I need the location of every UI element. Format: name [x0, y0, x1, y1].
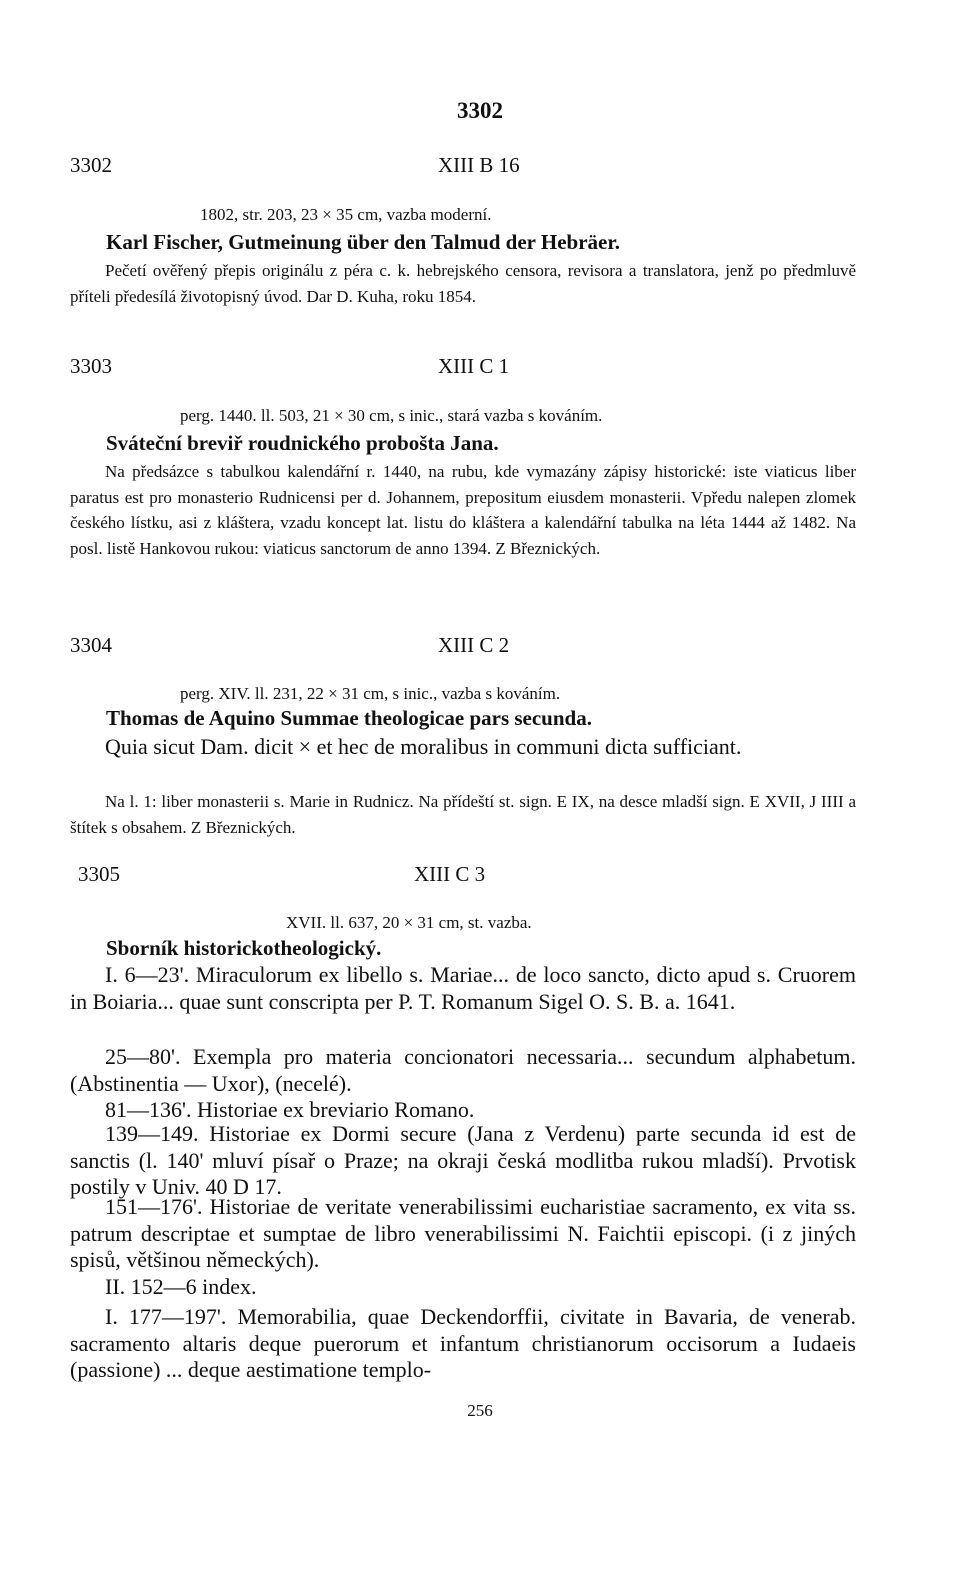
- entry-description: Pečetí ověřený přepis originálu z péra c. k. hebrejského censora, revisora a translatora, jenž po předmluvě příteli předesílá životopisný úvod. Dar D. Kuha, roku 1854.: [70, 261, 856, 306]
- contents-item: 25—80'. Exempla pro materia concionatori necessaria... secundum alphabetum. (Abstinentia — Uxor), (necelé).: [70, 1044, 856, 1096]
- entry-number: 3304: [70, 633, 112, 657]
- entry-title: Sváteční breviř roudnického probošta Jana.: [106, 431, 499, 455]
- entry-number: 3303: [70, 354, 112, 378]
- contents-item: 81—136'. Historiae ex breviario Romano.: [105, 1097, 475, 1122]
- contents-item: I. 177—197'. Memorabilia, quae Deckendorffii, civitate in Bavaria, de venerab. sacramento altaris deque puerorum et infantum christianorum occisorum a Iudaeis (passione) ... deque aestimatione templo-: [70, 1304, 856, 1382]
- entry-description: Na l. 1: liber monasterii s. Marie in Rudnicz. Na přídeští st. sign. E IX, na desce mladší sign. E XVII, J IIII a štítek s obsahem. Z Březnických.: [70, 792, 856, 837]
- entry-title: Thomas de Aquino Summae theologicae pars secunda.: [106, 706, 592, 730]
- physical-description: perg. 1440. ll. 503, 21 × 30 cm, s inic., stará vazba s kováním.: [180, 406, 603, 425]
- shelf-signature: XIII B 16: [438, 153, 520, 177]
- entry-description: Na předsázce s tabulkou kalendářní r. 1440, na rubu, kde vymazány zápisy historické: iste viaticus liber paratus est pro monasterio Rudnicensi per d. Johannem, prepositum eiusdem monasterii. Vpředu nalepen zlomek českého lístku, asi z kláštera, vzadu koncept lat. listu do kláštera a kalendářní tabulka na léta 1444 až 1482. Na posl. listě Hankovou rukou: viaticus sanctorum de anno 1394. Z Březnických.: [70, 462, 856, 558]
- shelf-signature: XIII C 2: [438, 633, 510, 657]
- entry-number: 3305: [78, 862, 120, 886]
- entry-incipit: Quia sicut Dam. dicit × et hec de moralibus in communi dicta sufficiant.: [105, 734, 742, 759]
- shelf-signature: XIII C 3: [414, 862, 486, 886]
- physical-description: perg. XIV. ll. 231, 22 × 31 cm, s inic., vazba s kováním.: [180, 684, 561, 703]
- running-header: 3302: [457, 98, 503, 123]
- contents-item: 151—176'. Historiae de veritate venerabilissimi eucharistiae sacramento, ex vita ss. patrum descriptae et sumptae de libro venerabilissimi N. Faichtii episcopi. (i z jiných spisů, většinou německých).: [70, 1194, 856, 1272]
- page-number: 256: [467, 1401, 493, 1420]
- entry-title: Karl Fischer, Gutmeinung über den Talmud der Hebräer.: [106, 230, 620, 254]
- physical-description: XVII. ll. 637, 20 × 31 cm, st. vazba.: [286, 913, 532, 932]
- entry-title: Sborník historickotheologický.: [106, 936, 382, 960]
- contents-item: 139—149. Historiae ex Dormi secure (Jana z Verdenu) parte secunda id est de sanctis (l. 140' mluví písař o Praze; na okraji česká modlitba rukou mladší). Prvotisk postily v Univ. 40 D 17.: [70, 1121, 856, 1199]
- entry-number: 3302: [70, 153, 112, 177]
- shelf-signature: XIII C 1: [438, 354, 510, 378]
- physical-description: 1802, str. 203, 23 × 35 cm, vazba moderní.: [200, 205, 492, 224]
- contents-item: I. 6—23'. Miraculorum ex libello s. Mariae... de loco sancto, dicto apud s. Cruorem in Boiaria... quae sunt conscripta per P. T. Romanum Sigel O. S. B. a. 1641.: [70, 962, 856, 1014]
- contents-item: II. 152—6 index.: [105, 1274, 257, 1299]
